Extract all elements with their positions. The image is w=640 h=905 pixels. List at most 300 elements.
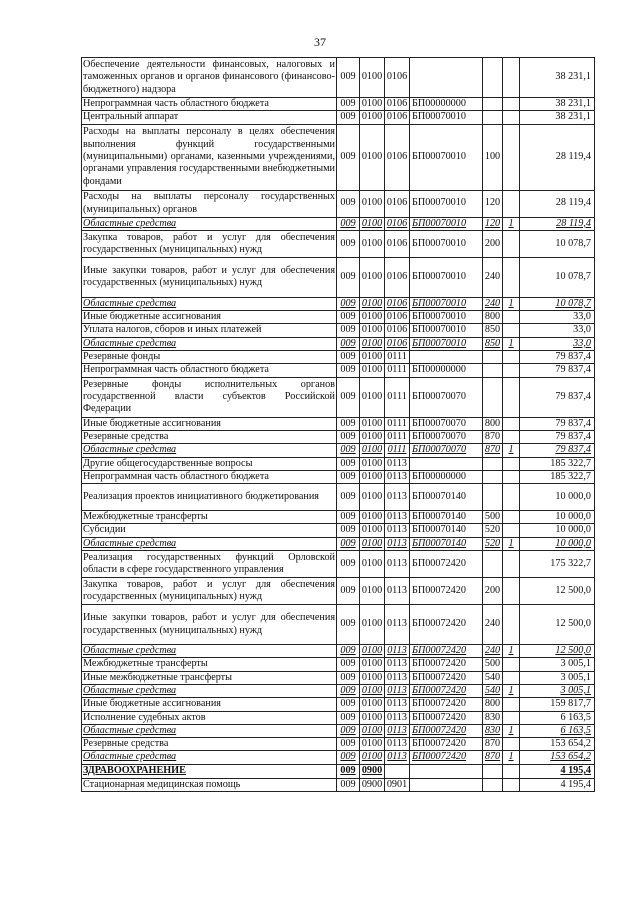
row-subsection-code: 0113 — [385, 578, 410, 605]
row-target-article: БП00070010 — [410, 337, 483, 350]
row-ved-code: 009 — [337, 551, 360, 578]
row-target-article: БП00070010 — [410, 124, 483, 190]
row-subsection-code: 0111 — [385, 364, 410, 377]
row-expense-type — [483, 58, 503, 98]
table-row — [82, 778, 595, 791]
row-name: Резервные фонды исполнительных органов государственной власти субъектов Российской Федерации — [82, 377, 337, 417]
row-ved-code: 009 — [337, 457, 360, 470]
row-target-article: БП00000000 — [410, 364, 483, 377]
row-funding-source — [503, 738, 520, 751]
row-ved-code: 009 — [337, 578, 360, 605]
row-section-code: 0100 — [360, 230, 385, 257]
row-section-code: 0100 — [360, 444, 385, 457]
row-amount: 153 654,2 — [520, 751, 595, 764]
row-subsection-code: 0113 — [385, 658, 410, 671]
row-target-article: БП00070010 — [410, 111, 483, 124]
row-amount: 3 005,1 — [520, 658, 595, 671]
row-expense-type: 540 — [483, 671, 503, 684]
row-ved-code: 009 — [337, 351, 360, 364]
row-subsection-code: 0113 — [385, 724, 410, 737]
row-amount: 12 500,0 — [520, 578, 595, 605]
row-ved-code: 009 — [337, 124, 360, 190]
table-row — [82, 671, 595, 684]
row-ved-code: 009 — [337, 684, 360, 697]
row-expense-type: 830 — [483, 711, 503, 724]
row-subsection-code: 0113 — [385, 524, 410, 537]
row-expense-type: 500 — [483, 511, 503, 524]
row-expense-type: 850 — [483, 337, 503, 350]
row-amount: 12 500,0 — [520, 605, 595, 645]
row-target-article: БП00070070 — [410, 430, 483, 443]
row-name: Иные межбюджетные трансферты — [82, 671, 337, 684]
row-subsection-code: 0111 — [385, 430, 410, 443]
row-name: Областные средства — [82, 297, 337, 310]
row-subsection-code: 0111 — [385, 351, 410, 364]
row-amount: 79 837,4 — [520, 444, 595, 457]
row-name: Областные средства — [82, 217, 337, 230]
row-subsection-code: 0106 — [385, 297, 410, 310]
row-amount: 6 163,5 — [520, 711, 595, 724]
row-amount: 10 078,7 — [520, 297, 595, 310]
row-section-code: 0100 — [360, 457, 385, 470]
row-section-code: 0100 — [360, 551, 385, 578]
row-funding-source — [503, 364, 520, 377]
row-ved-code: 009 — [337, 778, 360, 791]
row-name: Центральный аппарат — [82, 111, 337, 124]
row-target-article — [410, 351, 483, 364]
row-ved-code: 009 — [337, 377, 360, 417]
row-subsection-code: 0113 — [385, 551, 410, 578]
row-section-code: 0100 — [360, 111, 385, 124]
row-name: Областные средства — [82, 751, 337, 764]
row-subsection-code: 0113 — [385, 457, 410, 470]
row-target-article: БП00070140 — [410, 524, 483, 537]
row-funding-source — [503, 605, 520, 645]
row-expense-type: 800 — [483, 417, 503, 430]
table-row — [82, 364, 595, 377]
row-target-article: БП00072420 — [410, 658, 483, 671]
table-row — [82, 257, 595, 297]
row-subsection-code: 0113 — [385, 645, 410, 658]
row-name: Реализация государственных функций Орловской области в сфере государственного управления — [82, 551, 337, 578]
row-subsection-code: 0901 — [385, 778, 410, 791]
row-amount: 38 231,1 — [520, 58, 595, 98]
row-name: ЗДРАВООХРАНЕНИЕ — [82, 764, 337, 778]
row-funding-source — [503, 417, 520, 430]
row-name: Реализация проектов инициативного бюджетирования — [82, 484, 337, 511]
row-subsection-code: 0111 — [385, 417, 410, 430]
row-name: Закупка товаров, работ и услуг для обеспечения государственных (муниципальных) нужд — [82, 578, 337, 605]
row-subsection-code: 0106 — [385, 217, 410, 230]
row-expense-type: 200 — [483, 578, 503, 605]
row-expense-type — [483, 364, 503, 377]
row-ved-code: 009 — [337, 230, 360, 257]
row-section-code: 0100 — [360, 578, 385, 605]
table-row — [82, 58, 595, 98]
row-name: Областные средства — [82, 684, 337, 697]
row-subsection-code: 0111 — [385, 444, 410, 457]
row-section-code: 0100 — [360, 257, 385, 297]
row-expense-type — [483, 470, 503, 483]
table-row — [82, 351, 595, 364]
row-section-code: 0100 — [360, 537, 385, 550]
row-target-article: БП00072420 — [410, 645, 483, 658]
row-target-article — [410, 58, 483, 98]
row-target-article: БП00070140 — [410, 511, 483, 524]
row-funding-source — [503, 484, 520, 511]
row-funding-source — [503, 377, 520, 417]
row-target-article: БП00070010 — [410, 230, 483, 257]
row-amount: 10 000,0 — [520, 524, 595, 537]
row-amount: 10 000,0 — [520, 537, 595, 550]
row-section-code: 0100 — [360, 58, 385, 98]
table-row — [82, 764, 595, 778]
row-target-article: БП00072420 — [410, 578, 483, 605]
row-target-article: БП00070010 — [410, 311, 483, 324]
table-row — [82, 537, 595, 550]
table-row — [82, 551, 595, 578]
row-funding-source — [503, 230, 520, 257]
row-section-code: 0100 — [360, 351, 385, 364]
table-row — [82, 111, 595, 124]
row-subsection-code: 0113 — [385, 751, 410, 764]
row-name: Межбюджетные трансферты — [82, 511, 337, 524]
row-subsection-code: 0106 — [385, 337, 410, 350]
row-expense-type — [483, 457, 503, 470]
row-name: Непрограммная часть областного бюджета — [82, 364, 337, 377]
row-ved-code: 009 — [337, 484, 360, 511]
row-funding-source — [503, 257, 520, 297]
row-target-article: БП00072420 — [410, 751, 483, 764]
row-amount: 28 119,4 — [520, 190, 595, 217]
table-row — [82, 698, 595, 711]
row-name: Областные средства — [82, 444, 337, 457]
row-ved-code: 009 — [337, 98, 360, 111]
row-amount: 6 163,5 — [520, 724, 595, 737]
row-section-code: 0100 — [360, 511, 385, 524]
row-name: Резервные средства — [82, 738, 337, 751]
row-amount: 185 322,7 — [520, 470, 595, 483]
row-ved-code: 009 — [337, 511, 360, 524]
row-expense-type: 240 — [483, 605, 503, 645]
table-row — [82, 470, 595, 483]
row-section-code: 0100 — [360, 324, 385, 337]
table-row — [82, 190, 595, 217]
row-funding-source: 1 — [503, 751, 520, 764]
table-row — [82, 524, 595, 537]
row-subsection-code: 0111 — [385, 377, 410, 417]
row-subsection-code: 0106 — [385, 230, 410, 257]
row-target-article: БП00070070 — [410, 377, 483, 417]
row-target-article: БП00072420 — [410, 724, 483, 737]
row-section-code: 0900 — [360, 778, 385, 791]
row-ved-code: 009 — [337, 738, 360, 751]
row-subsection-code: 0106 — [385, 257, 410, 297]
row-expense-type — [483, 377, 503, 417]
row-name: Субсидии — [82, 524, 337, 537]
row-section-code: 0100 — [360, 217, 385, 230]
row-section-code: 0100 — [360, 645, 385, 658]
row-target-article: БП00072420 — [410, 684, 483, 697]
table-row — [82, 377, 595, 417]
row-expense-type: 800 — [483, 311, 503, 324]
row-subsection-code: 0113 — [385, 484, 410, 511]
row-target-article: БП00070070 — [410, 417, 483, 430]
row-funding-source — [503, 190, 520, 217]
row-section-code: 0100 — [360, 297, 385, 310]
table-row — [82, 511, 595, 524]
row-target-article: БП00070010 — [410, 297, 483, 310]
table-row — [82, 324, 595, 337]
row-funding-source: 1 — [503, 297, 520, 310]
table-row — [82, 430, 595, 443]
row-section-code: 0100 — [360, 711, 385, 724]
row-ved-code: 009 — [337, 671, 360, 684]
row-section-code: 0100 — [360, 698, 385, 711]
row-funding-source — [503, 698, 520, 711]
row-amount: 79 837,4 — [520, 364, 595, 377]
row-target-article: БП00000000 — [410, 98, 483, 111]
row-funding-source — [503, 58, 520, 98]
row-ved-code: 009 — [337, 444, 360, 457]
row-ved-code: 009 — [337, 645, 360, 658]
row-amount: 79 837,4 — [520, 430, 595, 443]
row-ved-code: 009 — [337, 257, 360, 297]
row-name: Расходы на выплаты персоналу государственных (муниципальных) органов — [82, 190, 337, 217]
row-expense-type: 540 — [483, 684, 503, 697]
row-expense-type — [483, 764, 503, 778]
row-expense-type: 800 — [483, 698, 503, 711]
row-section-code: 0100 — [360, 470, 385, 483]
row-target-article: БП00070010 — [410, 257, 483, 297]
row-section-code: 0100 — [360, 190, 385, 217]
row-ved-code: 009 — [337, 297, 360, 310]
row-ved-code: 009 — [337, 605, 360, 645]
row-subsection-code: 0106 — [385, 311, 410, 324]
row-name: Областные средства — [82, 337, 337, 350]
row-expense-type — [483, 351, 503, 364]
row-amount: 185 322,7 — [520, 457, 595, 470]
row-section-code: 0900 — [360, 764, 385, 778]
row-target-article: БП00072420 — [410, 698, 483, 711]
row-ved-code: 009 — [337, 417, 360, 430]
row-funding-source: 1 — [503, 217, 520, 230]
row-section-code: 0100 — [360, 684, 385, 697]
row-name: Областные средства — [82, 724, 337, 737]
table-row — [82, 645, 595, 658]
row-expense-type — [483, 778, 503, 791]
row-expense-type: 870 — [483, 751, 503, 764]
row-expense-type: 830 — [483, 724, 503, 737]
row-amount: 10 078,7 — [520, 257, 595, 297]
row-target-article: БП00072420 — [410, 671, 483, 684]
row-name: Уплата налогов, сборов и иных платежей — [82, 324, 337, 337]
row-funding-source: 1 — [503, 537, 520, 550]
row-expense-type: 120 — [483, 217, 503, 230]
row-section-code: 0100 — [360, 751, 385, 764]
row-ved-code: 009 — [337, 58, 360, 98]
row-ved-code: 009 — [337, 751, 360, 764]
table-row — [82, 297, 595, 310]
row-name: Расходы на выплаты персоналу в целях обеспечения выполнения функций государственными (муниципальными) органами, казенными учреждениями, органами управления государственными внебюджетными фондами — [82, 124, 337, 190]
row-amount: 153 654,2 — [520, 738, 595, 751]
table-row — [82, 124, 595, 190]
row-target-article: БП00072420 — [410, 711, 483, 724]
row-expense-type: 240 — [483, 257, 503, 297]
row-funding-source — [503, 311, 520, 324]
row-subsection-code — [385, 764, 410, 778]
row-name: Другие общегосударственные вопросы — [82, 457, 337, 470]
row-ved-code: 009 — [337, 724, 360, 737]
row-funding-source — [503, 111, 520, 124]
row-ved-code: 009 — [337, 711, 360, 724]
row-funding-source — [503, 124, 520, 190]
row-section-code: 0100 — [360, 417, 385, 430]
row-target-article: БП00070070 — [410, 444, 483, 457]
row-ved-code: 009 — [337, 430, 360, 443]
row-name: Межбюджетные трансферты — [82, 658, 337, 671]
row-amount: 79 837,4 — [520, 377, 595, 417]
row-ved-code: 009 — [337, 190, 360, 217]
row-subsection-code: 0113 — [385, 511, 410, 524]
row-target-article — [410, 764, 483, 778]
row-funding-source — [503, 658, 520, 671]
row-funding-source — [503, 470, 520, 483]
row-funding-source — [503, 351, 520, 364]
row-funding-source — [503, 430, 520, 443]
row-section-code: 0100 — [360, 364, 385, 377]
row-amount: 79 837,4 — [520, 351, 595, 364]
row-name: Стационарная медицинская помощь — [82, 778, 337, 791]
row-section-code: 0100 — [360, 738, 385, 751]
row-funding-source — [503, 578, 520, 605]
table-row — [82, 457, 595, 470]
row-name: Иные закупки товаров, работ и услуг для обеспечения государственных (муниципальных) нужд — [82, 605, 337, 645]
row-target-article: БП00070140 — [410, 484, 483, 511]
row-subsection-code: 0106 — [385, 124, 410, 190]
row-name: Исполнение судебных актов — [82, 711, 337, 724]
row-name: Областные средства — [82, 537, 337, 550]
table-row — [82, 230, 595, 257]
row-target-article: БП00072420 — [410, 605, 483, 645]
row-target-article: БП00000000 — [410, 470, 483, 483]
row-funding-source — [503, 671, 520, 684]
row-funding-source — [503, 778, 520, 791]
row-ved-code: 009 — [337, 658, 360, 671]
row-expense-type: 240 — [483, 297, 503, 310]
page-number: 37 — [314, 35, 326, 49]
row-target-article: БП00070140 — [410, 537, 483, 550]
table-row — [82, 337, 595, 350]
row-amount: 4 195,4 — [520, 764, 595, 778]
row-expense-type: 850 — [483, 324, 503, 337]
row-name: Резервные фонды — [82, 351, 337, 364]
row-section-code: 0100 — [360, 430, 385, 443]
row-amount: 10 078,7 — [520, 230, 595, 257]
row-amount: 3 005,1 — [520, 684, 595, 697]
row-name: Иные бюджетные ассигнования — [82, 698, 337, 711]
budget-table-body — [82, 58, 595, 792]
row-amount: 38 231,1 — [520, 98, 595, 111]
row-expense-type: 870 — [483, 430, 503, 443]
row-funding-source: 1 — [503, 684, 520, 697]
row-target-article: БП00070010 — [410, 217, 483, 230]
table-row — [82, 417, 595, 430]
row-funding-source — [503, 324, 520, 337]
table-row — [82, 444, 595, 457]
row-funding-source — [503, 511, 520, 524]
table-row — [82, 658, 595, 671]
row-expense-type: 500 — [483, 658, 503, 671]
row-section-code: 0100 — [360, 337, 385, 350]
table-row — [82, 578, 595, 605]
row-amount: 33,0 — [520, 324, 595, 337]
budget-table — [81, 57, 595, 792]
row-expense-type: 870 — [483, 444, 503, 457]
row-funding-source: 1 — [503, 337, 520, 350]
row-expense-type — [483, 551, 503, 578]
row-amount: 10 000,0 — [520, 511, 595, 524]
row-ved-code: 009 — [337, 364, 360, 377]
row-section-code: 0100 — [360, 311, 385, 324]
row-name: Обеспечение деятельности финансовых, налоговых и таможенных органов и органов финансового (финансово-бюджетного) надзора — [82, 58, 337, 98]
row-section-code: 0100 — [360, 658, 385, 671]
row-target-article — [410, 778, 483, 791]
row-section-code: 0100 — [360, 377, 385, 417]
row-subsection-code: 0106 — [385, 111, 410, 124]
row-subsection-code: 0113 — [385, 537, 410, 550]
row-section-code: 0100 — [360, 605, 385, 645]
row-amount: 79 837,4 — [520, 417, 595, 430]
row-expense-type: 120 — [483, 190, 503, 217]
row-section-code: 0100 — [360, 671, 385, 684]
row-subsection-code: 0106 — [385, 190, 410, 217]
table-row — [82, 605, 595, 645]
row-section-code: 0100 — [360, 524, 385, 537]
row-ved-code: 009 — [337, 470, 360, 483]
row-expense-type: 200 — [483, 230, 503, 257]
table-row — [82, 311, 595, 324]
row-ved-code: 009 — [337, 537, 360, 550]
table-row — [82, 684, 595, 697]
row-funding-source: 1 — [503, 645, 520, 658]
row-expense-type — [483, 111, 503, 124]
row-ved-code: 009 — [337, 324, 360, 337]
row-subsection-code: 0113 — [385, 684, 410, 697]
row-subsection-code: 0106 — [385, 98, 410, 111]
row-name: Иные бюджетные ассигнования — [82, 311, 337, 324]
row-amount: 10 000,0 — [520, 484, 595, 511]
row-expense-type: 240 — [483, 645, 503, 658]
row-target-article: БП00072420 — [410, 738, 483, 751]
table-row — [82, 484, 595, 511]
row-ved-code: 009 — [337, 217, 360, 230]
table-row — [82, 738, 595, 751]
row-funding-source — [503, 764, 520, 778]
row-subsection-code: 0113 — [385, 605, 410, 645]
row-section-code: 0100 — [360, 124, 385, 190]
row-funding-source — [503, 524, 520, 537]
row-amount: 33,0 — [520, 337, 595, 350]
row-target-article: БП00070010 — [410, 190, 483, 217]
table-row — [82, 711, 595, 724]
row-amount: 3 005,1 — [520, 671, 595, 684]
row-subsection-code: 0113 — [385, 738, 410, 751]
row-ved-code: 009 — [337, 764, 360, 778]
row-name: Резервные средства — [82, 430, 337, 443]
row-subsection-code: 0106 — [385, 58, 410, 98]
row-ved-code: 009 — [337, 524, 360, 537]
